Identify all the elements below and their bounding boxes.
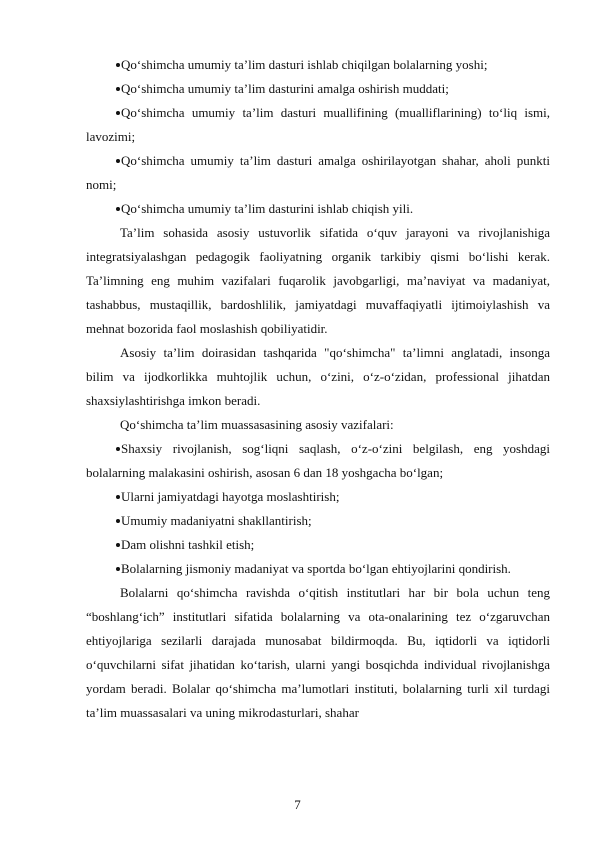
list-item — [86, 77, 550, 101]
list-item — [86, 533, 550, 557]
text-content: Qo‘shimcha umumiy ta’lim dasturi ishlab chiqilgan bolalarning yoshi; — [121, 57, 488, 72]
bullet-icon — [116, 159, 120, 163]
bullet-icon — [116, 495, 120, 499]
text-content: Bolalarni qo‘shimcha ravishda o‘qitish institutlari har bir bola uchun teng “boshlang‘ich” institutlari sifatida bolalarning va ota-onalarining tez o‘zgaruvchan ehtiyojlariga sezilarli darajada munosabat bildirmoqda. Bu, iqtidorli va iqtidorli o‘quvchilarni sifat jihatidan ko‘tarish, ularni yangi bosqichda individual rivojlanishga yordam beradi. Bolalar qo‘shimcha ma’lumotlari instituti, bolalarning turli xil turdagi ta’lim muassasalari va uning mikrodasturlari, shahar — [86, 585, 550, 720]
list-item — [86, 509, 550, 533]
text-content: Ularni jamiyatdagi hayotga moslashtirish; — [121, 489, 340, 504]
text-content: Ta’lim sohasida asosiy ustuvorlik sifatida o‘quv jarayoni va rivojlanishiga integratsiyalashgan pedagogik faoliyatning organik tarkibiy qismi bo‘lishi kerak. Ta’limning eng muhim vazifalari fuqarolik javobgarligi, ma’naviyat va madaniyat, tashabbus, mustaqillik, bardoshlilik, jamiyatdagi muvaffaqiyatli ijtimoiylashish va mehnat bozorida faol moslashish qobiliyatidir. — [86, 225, 550, 336]
list-item — [86, 149, 550, 197]
text-content: Umumiy madaniyatni shakllantirish; — [121, 513, 312, 528]
bullet-icon — [116, 567, 120, 571]
document-body — [86, 53, 550, 725]
bullet-icon — [116, 207, 120, 211]
text-content: Shaxsiy rivojlanish, sog‘liqni saqlash, o‘z-o‘zini belgilash, eng yoshdagi bolalarning malakasini oshirish, asosan 6 dan 18 yoshgacha bo‘lgan; — [86, 441, 550, 480]
list-item — [86, 101, 550, 149]
text-content: Dam olishni tashkil etish; — [121, 537, 255, 552]
text-content: Asosiy ta’lim doirasidan tashqarida "qo‘shimcha" ta’limni anglatadi, insonga bilim va ijodkorlikka muhtojlik uchun, o‘zini, o‘z-o‘zidan, professional jihatdan shaxsiylashtirishga imkon beradi. — [86, 345, 550, 408]
list-item — [86, 197, 550, 221]
text-content: Qo‘shimcha ta’lim muassasasining asosiy vazifalari: — [120, 417, 394, 432]
page-number: 7 — [294, 797, 301, 812]
paragraph — [86, 221, 550, 341]
bullet-icon — [116, 543, 120, 547]
bullet-icon — [116, 447, 120, 451]
paragraph — [86, 341, 550, 413]
text-content: Qo‘shimcha umumiy ta’lim dasturi muallifining (mualliflarining) to‘liq ismi, lavozimi; — [86, 105, 550, 144]
list-item — [86, 437, 550, 485]
list-item — [86, 557, 550, 581]
list-item — [86, 485, 550, 509]
bullet-icon — [116, 519, 120, 523]
list-item — [86, 53, 550, 77]
text-content: Qo‘shimcha umumiy ta’lim dasturini ishlab chiqish yili. — [121, 201, 414, 216]
bullet-icon — [116, 63, 120, 67]
paragraph — [86, 581, 550, 725]
text-content: Qo‘shimcha umumiy ta’lim dasturi amalga oshirilayotgan shahar, aholi punkti nomi; — [86, 153, 550, 192]
text-content: Qo‘shimcha umumiy ta’lim dasturini amalga oshirish muddati; — [121, 81, 449, 96]
bullet-icon — [116, 87, 120, 91]
text-content: Bolalarning jismoniy madaniyat va sportda bo‘lgan ehtiyojlarini qondirish. — [121, 561, 511, 576]
paragraph — [86, 413, 550, 437]
bullet-icon — [116, 111, 120, 115]
